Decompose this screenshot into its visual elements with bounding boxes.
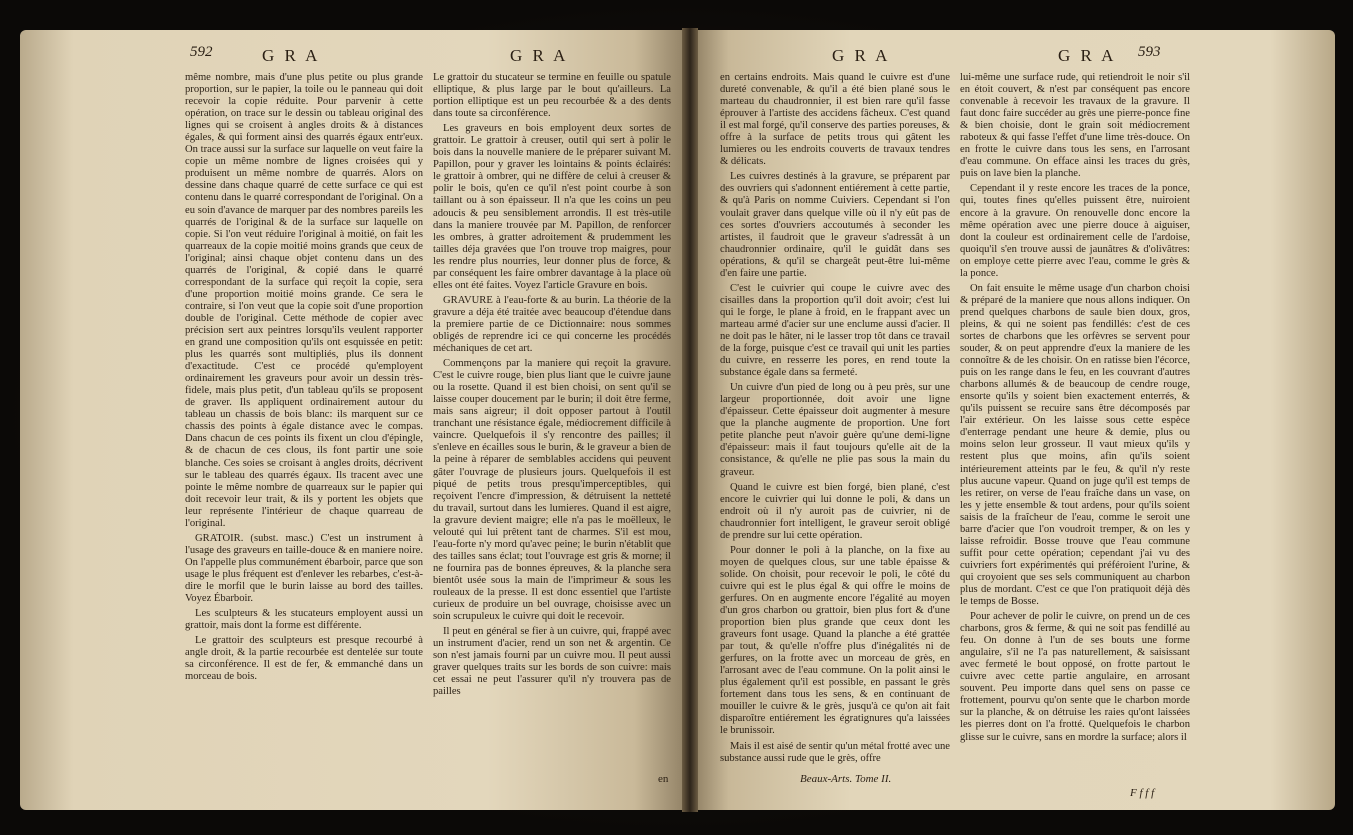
paragraph: Le grattoir des sculpteurs est presque recourbé à angle droit, & la partie recourbée est dentelée sur toute sa circonférence. Il est de fer, & emmanché dans un morceau de bois.: [185, 635, 423, 683]
paragraph: en certains endroits. Mais quand le cuivre est d'une dureté convenable, & qu'il a été bien plané sous le marteau du chaudronnier, il est bien rare qu'il fasse éprouver à l'artiste des accidens fâcheux. C'est quand il est mal forgé, qu'il conserve des parties poreuses, & offre à la surface de petits trous qui gâtent les lumieres ou les endroits couverts de travaux tendres & délicats.: [720, 72, 950, 168]
paragraph: Les sculpteurs & les stucateurs employent aussi un grattoir, mais dont la forme est différente.: [185, 608, 423, 632]
left-catchword: en: [658, 773, 669, 785]
paragraph: Commençons par la maniere qui reçoit la gravure. C'est le cuivre rouge, bien plus liant que le cuivre jaune ou la rosette. Quand il est bien choisi, on sent qu'il se laisse couper doucement par le burin; il doit être ferme, mais sans aigreur; il doit opposer partout à l'outil tranchant une résistance égale, médiocrement difficile à vaincre. Quelquefois il s'y rencontre des pailles; il s'enleve en écailles sous le burin, & le graveur a bien de la peine à réparer de semblables accidens qui peuvent gâter l'ouvrage de plusieurs jours. Quelquefois il est piqué de petits trous presqu'imperceptibles, qui reçoivent l'encre d'impression, & détruisent la netteté du travail, surtout dans les lumieres. Quand il est aigre, la gravure devient maigre; elle n'a pas le moëlleux, le velouté qui lui prêtent tant de charmes. S'il est mou, l'eau-forte n'y mord qu'avec peine; le burin n'établit que des tailles sans éclat; tout l'ouvrage est gris & morne; il ne fournira pas de bonnes épreuves, & la planche sera bientôt usée sous la main de l'imprimeur & sous les rouleaux de la presse. Il est donc essentiel que l'artiste curieux de produire un bel ouvrage, choisisse avec un soin scrupuleux le cuivre qui doit le recevoir.: [433, 358, 671, 623]
paragraph: lui-même une surface rude, qui retiendroit le noir s'il en étoit couvert, & n'est par conséquent pas encore convenable à recevoir les travaux de la gravure. Il faut donc faire succéder au grès une pierre-ponce fine & bien choisie, dont le grain soit médiocrement raboteux & qui fasse l'effet d'une lime très-douce. On en frotte le cuivre dans tous les sens, en l'arrosant d'eau commune. On efface ainsi les traces du grès, puis on lave bien la planche.: [960, 72, 1190, 180]
paragraph: GRATOIR. (subst. masc.) C'est un instrument à l'usage des graveurs en taille-douce & en maniere noire. On l'appelle plus communément ébarboir, parce que son usage le plus fréquent est d'enlever les rebarbes, c'est-à-dire le morfil que le burin laisse au bord des tailles. Voyez Ébarboir.: [185, 532, 423, 605]
right-running-head-1: G R A: [832, 46, 891, 65]
paragraph: Un cuivre d'un pied de long ou à peu près, sur une largeur proportionnée, doit avoir une ligne d'épaisseur. Cette épaisseur doit augmenter à mesure que la planche augmente de proportion. Une fort petite planche peut n'avoir guère qu'une demi-ligne d'épaisseur: mais il faut toujours qu'elle ait de la consistance, & qu'elle ne plie pas sous la main du graveur.: [720, 382, 950, 478]
book-gutter: [682, 28, 698, 812]
paragraph: même nombre, mais d'une plus petite ou plus grande proportion, sur le papier, la toile ou le panneau qui doit recevoir la copie réduite. Pour parvenir à cette opération, on trace sur le dessin ou tableau original des lignes qui se croisent à angles droits & à distances égales, & qui forment ainsi des quarrés égaux entr'eux. On trace aussi sur la surface sur laquelle on veut faire la copie un même nombre de lignes croisées qui y produisent un même nombre de quarrés. Alors on dessine dans chaque quarré de cette surface ce qui est contenu dans le quarré correspondant de l'original. On a eu soin d'avance de marquer par des nombres pareils les quarrés de l'original & de la surface sur laquelle on copie. Si l'on veut réduire l'original à moitié, on fait les quarreaux de la copie moitié moins grands que ceux de l'original; ainsi chaque objet contenu dans un des quarrés de l'original, & copié dans le quarré correspondant de la surface qui reçoit la copie, sera d'une proportion moitié moins grande. Ce sera le contraire, si l'on veut que la copie soit d'une proportion double de l'original. Cette méthode de copier avec précision sert aux peintres lorsqu'ils veulent rapporter en grand une composition qu'ils ont esquissée en petit: plus les quarrés sont multipliés, plus ils donnent d'exactitude. C'est ce procédé qu'employent ordinairement les graveurs pour avoir un dessin très-fidele, mais plus petit, d'un tableau qu'ils se proposent de graver. Ils appliquent ordinairement autour du tableau un chassis de bois blanc: ils marquent sur ce chassis des points à égale distance avec le compas. Dans chacun de ces points ils fixent un clou d'épingle, & de chacun de ces clous, ils font partir une soie blanche. Ces soies se croisant à angles droits, décrivent sur le tableau des quarrés égaux. Ils tracent avec une pointe le même nombre de quarreaux sur le papier qui doit recevoir leur trait, & ils y portent les objets que leur représente l'intérieur de chaque quarreau de l'original.: [185, 72, 423, 529]
right-page-number: 593: [1138, 44, 1161, 60]
paragraph: GRAVURE à l'eau-forte & au burin. La théorie de la gravure a déja été traitée avec beaucoup d'étendue dans la premiere partie de ce Dictionnaire: nous sommes obligés de reprendre ici ce qui concerne les procédés méchaniques de cet art.: [433, 294, 671, 355]
left-running-head-1: G R A: [262, 46, 321, 65]
left-page-column-1: [185, 72, 423, 772]
left-running-head-2: G R A: [510, 46, 569, 65]
paragraph: Mais il est aisé de sentir qu'un métal frotté avec une substance aussi rude que le grès, offre: [720, 740, 950, 764]
paragraph: Pour achever de polir le cuivre, on prend un de ces charbons, gros & ferme, & qui ne soit pas fendillé au feu. On donne à l'un de ses bouts une forme angulaire, s'il ne l'a pas naturellement, & saisissant avec fermeté le bout opposé, on frotte partout le cuivre avec cette partie angulaire, en arrosant souvent. Peu importe dans quel sens on passe ce frottement, pourvu qu'on sente que le charbon morde sur la planche, & on détruise les raies qu'ont laissées les pierres dont on l'a frotté. Quelquefois le charbon glisse sur le cuivre, sans en mordre la surface; alors il: [960, 611, 1190, 743]
signature-mark: F f f f: [1130, 787, 1155, 799]
paragraph: Le grattoir du stucateur se termine en feuille ou spatule elliptique, & plus large par le bout qu'ailleurs. La portion elliptique est un peu recourbée & a des dents dans toute sa circonférence.: [433, 72, 671, 120]
paragraph: Pour donner le poli à la planche, on la fixe au moyen de quelques clous, sur une table épaisse & solide. On choisit, pour recevoir le poli, le côté du cuivre qui est le plus égal & qui offre le moins de gerfures. On en augmente encore l'égalité au moyen d'un gros charbon ou grattoir, bien plus fort & d'une proportion bien plus grande que ceux dont les graveurs font usage. Quand la planche a été grattée par tout, & qu'elle n'offre plus d'inégalités ni de gerfures, on la frotte avec un morceau de grès, en l'arrosant avec de l'eau commune. On la polit ainsi le plus également qu'il est possible, en passant le grès fortement dans tous les sens, & en continuant de mouiller le cuivre & le grès, jusqu'à ce qu'on ait fait disparoître entiérement les égratignures qu'a laissées le brunissoir.: [720, 544, 950, 737]
paragraph: C'est le cuivrier qui coupe le cuivre avec des cisailles dans la proportion qu'il doit avoir; c'est lui qui le forge, le plane à froid, en le frappant avec un marteau armé d'acier sur une enclume aussi d'acier. Il ne doit pas le hâter, ni le lasser trop tôt dans ce travail de la forge, puisque c'est ce travail qui unit les parties du cuivre, en resserre les pores, en rend toute la substance égale dans sa fermeté.: [720, 282, 950, 379]
right-running-head-2: G R A: [1058, 46, 1117, 65]
footer-title: Beaux-Arts. Tome II.: [800, 773, 892, 785]
right-page-column-1: [720, 72, 950, 772]
paragraph: Il peut en général se fier à un cuivre, qui, frappé avec un instrument d'acier, rend un son net & argentin. Ce son n'est jamais fourni par un cuivre mou. Il peut aussi graver quelques traits sur les bords de son cuivre: mais cet essai ne peut l'assurer qu'il n'y trouvera pas de pailles: [433, 626, 671, 698]
paragraph: Cependant il y reste encore les traces de la ponce, qui, toutes fines qu'elles puissent être, nuiroient encore à la gravure. On renouvelle donc encore la même opération avec une pierre douce à aiguiser, dont la couleur est ordinairement celle de l'ardoise, quoiqu'il s'en trouve aussi de jaunâtres & d'olivâtres: on employe cette pierre avec l'eau, comme le grès & la ponce.: [960, 183, 1190, 279]
paragraph: Quand le cuivre est bien forgé, bien plané, c'est encore le cuivrier qui lui donne le poli, & dans un endroit où il n'y auroit pas de cuivrier, ni de chaudronnier fort intelligent, le graveur seroit obligé de prendre sur lui cette opération.: [720, 481, 950, 541]
right-page-column-2: [960, 72, 1190, 772]
paragraph: Les cuivres destinés à la gravure, se préparent par des ouvriers qui s'adonnent entiérement à cette partie, & qu'à Paris on nomme Cuiviers. Cependant si l'on voulait graver dans quelque ville où il n'y eût pas de ces sortes d'ouvriers accoutumés à seconder les artistes, il faudroit que le graveur s'adressât à un chaudronnier ordinaire, qu'il le guidât dans ses opérations, & qu'il se chargeât peut-être lui-même d'en faire une partie.: [720, 171, 950, 279]
paragraph: Les graveurs en bois employent deux sortes de grattoir. Le grattoir à creuser, outil qui sert à polir le bois dans la nouvelle maniere de le préparer suivant M. Papillon, pour y graver les lointains & points éclairés: le grattoir à ombrer, qui ne diffère de celui à creuser & polir le bois, qu'en ce qu'il n'est point courbe à son taillant ou à son épaisseur. Il n'a que les coins un peu adoucis & peu sensiblement arrondis. Il est très-utile dans la maniere trouvée par M. Papillon, de renforcer les ombres, à gratter adroitement & prudemment les tailles déja gravées que l'on trouve trop maigres, pour les rendre plus nourries, leur donner plus de force, & par conséquent les faire ombrer davantage à la place où elles ont été faites. Voyez l'article Gravure en bois.: [433, 123, 671, 291]
left-page-column-2: [433, 72, 671, 772]
left-page-number: 592: [190, 44, 213, 60]
paragraph: On fait ensuite le même usage d'un charbon choisi & préparé de la maniere que nous allons indiquer. On prend quelques charbons de saule bien doux, gros, pleins, & qui ne soient pas fendillés: c'est de ces sortes de charbons que les orfèvres se servent pour souder, & on peut apprendre d'eux la maniere de les connoître & de les choisir. On en ratisse bien l'écorce, puis on les range dans le feu, en les couvrant d'autres charbons allumés & de beaucoup de cendre rouge, ensorte qu'ils y soient bien exactement enterrés, & qu'ils puissent se recuire sans être décomposés par l'air extérieur. On les laisse sous cette espèce d'enterrage pendant une heure & demie, plus ou moins selon leur grosseur. Il vaut mieux qu'ils y restent plus que moins, afin qu'ils soient intérieurement atteints par le feu, & qu'il n'y reste plus aucune vapeur. Quand on juge qu'il est temps de les retirer, on verse de l'eau fraîche dans un vase, on les y jette ensemble & tout ardens, pour qu'ils soient saisis de la fraîcheur de l'eau, comme le seroit une barre d'acier que l'on voudroit tremper, & on les y laisse refroidir. Bosse trouve que l'eau commune suffit pour cette opération; cependant j'ai vu des cuivriers fort expérimentés qui préféroient l'urine, & qui croyoient que ses sels communiquent au charbon plus de mordant. C'est ce que l'on pratiquoit déjà dès le temps de Bosse.: [960, 282, 1190, 608]
